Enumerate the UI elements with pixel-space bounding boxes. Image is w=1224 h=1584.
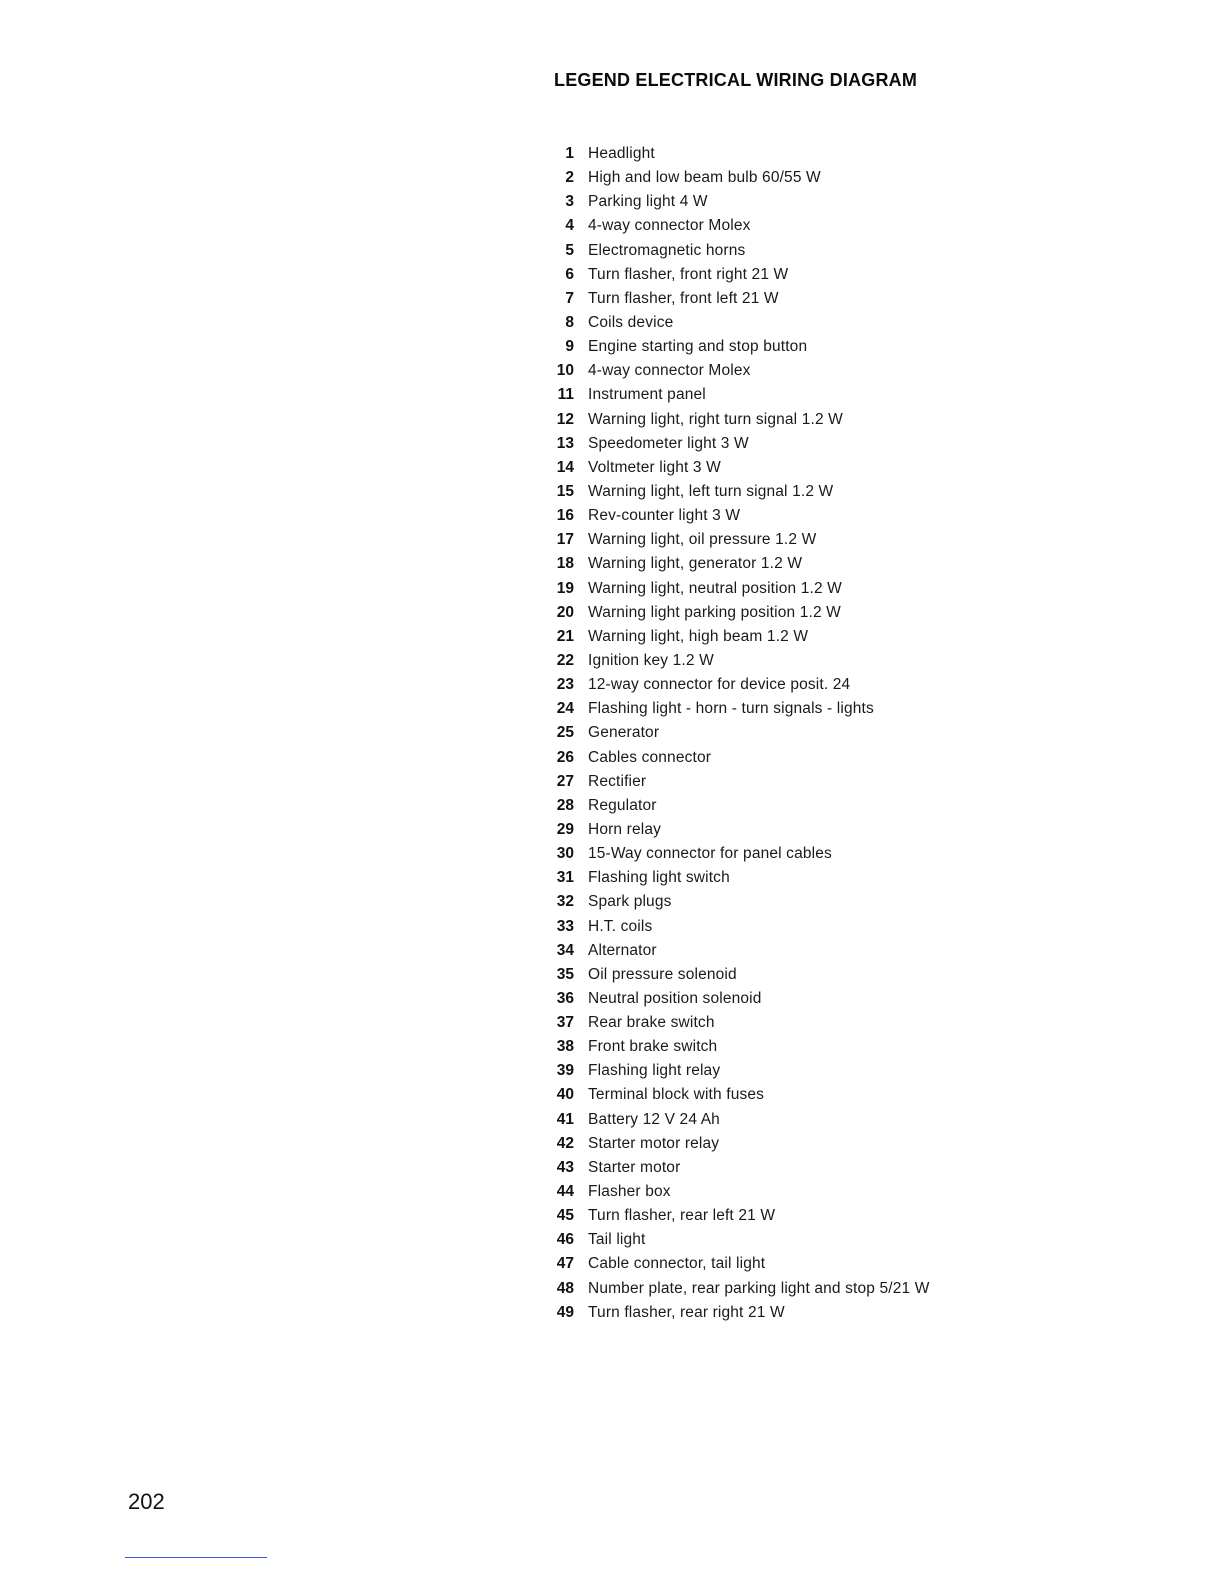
legend-item bbox=[548, 625, 1068, 649]
legend-item-number: 40 bbox=[556, 1086, 574, 1104]
legend-item bbox=[548, 528, 1068, 552]
legend-item-number: 32 bbox=[556, 893, 574, 911]
legend-item bbox=[548, 142, 1068, 166]
legend-item-label: 4-way connector Molex bbox=[588, 362, 751, 380]
legend-item-number: 2 bbox=[565, 169, 574, 187]
legend-item bbox=[548, 239, 1068, 263]
legend-item-label: Rectifier bbox=[588, 772, 647, 790]
legend-item-number: 7 bbox=[565, 289, 574, 307]
legend-item-number: 4 bbox=[565, 217, 574, 235]
legend-item bbox=[548, 1180, 1068, 1204]
legend-item bbox=[548, 214, 1068, 238]
legend-item-label: High and low beam bulb 60/55 W bbox=[588, 169, 821, 187]
legend-item-label: Front brake switch bbox=[588, 1038, 718, 1056]
legend-item-number: 43 bbox=[556, 1158, 574, 1176]
legend-item-label: Alternator bbox=[588, 941, 657, 959]
legend-item bbox=[548, 794, 1068, 818]
legend-item bbox=[548, 504, 1068, 528]
legend-item-label: Electromagnetic horns bbox=[588, 241, 746, 259]
legend-item-number: 1 bbox=[565, 145, 574, 162]
legend-item-number: 14 bbox=[556, 458, 574, 476]
legend-item bbox=[548, 987, 1068, 1011]
legend-item-label: Headlight bbox=[588, 145, 655, 162]
legend-item-number: 19 bbox=[556, 579, 574, 597]
legend-item bbox=[548, 480, 1068, 504]
legend-item bbox=[548, 649, 1068, 673]
legend-item-number: 10 bbox=[556, 362, 574, 380]
legend-item-label: Instrument panel bbox=[588, 386, 706, 404]
legend-item bbox=[548, 842, 1068, 866]
legend-item-label: Oil pressure solenoid bbox=[588, 965, 737, 983]
legend-item-number: 36 bbox=[556, 989, 574, 1007]
page-title: LEGEND ELECTRICAL WIRING DIAGRAM bbox=[554, 70, 918, 91]
legend-item bbox=[548, 673, 1068, 697]
legend-item-label: Number plate, rear parking light and stop 5/21 W bbox=[588, 1279, 930, 1297]
legend-item-label: Engine starting and stop button bbox=[588, 338, 808, 356]
legend-item bbox=[548, 1011, 1068, 1035]
legend-item-label: Warning light, left turn signal 1.2 W bbox=[588, 482, 834, 500]
legend-item-number: 24 bbox=[556, 700, 574, 718]
legend-item bbox=[548, 287, 1068, 311]
legend-item-label: Rev-counter light 3 W bbox=[588, 507, 741, 525]
legend-item-number: 37 bbox=[556, 1014, 574, 1032]
legend-item-number: 13 bbox=[556, 434, 574, 452]
legend-item bbox=[548, 1083, 1068, 1107]
legend-item bbox=[548, 939, 1068, 963]
legend-item-label: 12-way connector for device posit. 24 bbox=[588, 676, 851, 694]
legend-item-label: 15-Way connector for panel cables bbox=[588, 845, 832, 863]
legend-item bbox=[548, 818, 1068, 842]
legend-item-label: Spark plugs bbox=[588, 893, 672, 911]
legend-item-number: 11 bbox=[557, 386, 574, 404]
legend-item-label: Coils device bbox=[588, 313, 674, 331]
legend-item-label: Warning light, right turn signal 1.2 W bbox=[588, 410, 843, 428]
legend-item-number: 26 bbox=[556, 748, 574, 766]
legend-item bbox=[548, 456, 1068, 480]
legend-item bbox=[548, 746, 1068, 770]
legend-item bbox=[548, 166, 1068, 190]
legend-item-label: Generator bbox=[588, 724, 660, 742]
legend-item bbox=[548, 1156, 1068, 1180]
page-number: 202 bbox=[128, 1489, 165, 1514]
legend-item bbox=[548, 1252, 1068, 1276]
legend-item-label: Warning light, high beam 1.2 W bbox=[588, 627, 809, 645]
legend-item-label: Battery 12 V 24 Ah bbox=[588, 1110, 720, 1128]
legend-item-number: 25 bbox=[556, 724, 574, 742]
legend-item-number: 12 bbox=[556, 410, 574, 428]
legend-item-number: 30 bbox=[556, 845, 574, 863]
legend-item-label: Horn relay bbox=[588, 820, 661, 838]
legend-item-label: Cables connector bbox=[588, 748, 712, 766]
legend-item-label: Flasher box bbox=[588, 1183, 671, 1201]
legend-item-label: Warning light, generator 1.2 W bbox=[588, 555, 803, 573]
legend-item bbox=[548, 721, 1068, 745]
legend-item-label: Cable connector, tail light bbox=[588, 1255, 766, 1273]
legend-item-label: Tail light bbox=[588, 1231, 646, 1249]
legend-item-number: 28 bbox=[556, 796, 574, 814]
legend-item-label: Parking light 4 W bbox=[588, 193, 708, 211]
legend-item bbox=[548, 1301, 1068, 1325]
legend-item-number: 44 bbox=[556, 1183, 574, 1201]
legend-item bbox=[548, 311, 1068, 335]
legend-item bbox=[548, 1035, 1068, 1059]
legend-item-label: Speedometer light 3 W bbox=[588, 434, 749, 452]
legend-item-label: 4-way connector Molex bbox=[588, 217, 751, 235]
legend-item-number: 6 bbox=[565, 265, 574, 283]
legend-item bbox=[548, 866, 1068, 890]
legend-item-number: 42 bbox=[556, 1134, 574, 1152]
legend-item-label: Flashing light switch bbox=[588, 869, 730, 887]
legend-item bbox=[548, 601, 1068, 625]
legend-item-label: Rear brake switch bbox=[588, 1014, 715, 1032]
legend-item bbox=[548, 432, 1068, 456]
legend-item-label: Starter motor relay bbox=[588, 1134, 720, 1152]
legend-item-number: 22 bbox=[556, 651, 574, 669]
legend-item bbox=[548, 408, 1068, 432]
legend-item bbox=[548, 383, 1068, 407]
legend-item-label: Turn flasher, rear left 21 W bbox=[588, 1207, 776, 1225]
legend-item-label: Warning light, neutral position 1.2 W bbox=[588, 579, 842, 597]
legend-item bbox=[548, 359, 1068, 383]
legend-item-number: 5 bbox=[565, 241, 574, 259]
legend-item-label: Regulator bbox=[588, 796, 657, 814]
legend-item-number: 48 bbox=[556, 1279, 574, 1297]
legend-item-number: 8 bbox=[565, 313, 574, 331]
legend-item-number: 23 bbox=[556, 676, 574, 694]
legend-item-number: 35 bbox=[556, 965, 574, 983]
legend-item bbox=[548, 190, 1068, 214]
legend-item-number: 41 bbox=[556, 1110, 574, 1128]
legend-item bbox=[548, 577, 1068, 601]
legend-item-label: Flashing light relay bbox=[588, 1062, 721, 1080]
legend-item-label: Flashing light - horn - turn signals - lights bbox=[588, 700, 874, 718]
legend-item-number: 15 bbox=[556, 482, 574, 500]
legend-item bbox=[548, 552, 1068, 576]
legend-item bbox=[548, 915, 1068, 939]
legend-item bbox=[548, 1204, 1068, 1228]
legend-item bbox=[548, 1228, 1068, 1252]
legend-item-number: 33 bbox=[556, 917, 574, 935]
legend-item-label: Turn flasher, front right 21 W bbox=[588, 265, 789, 283]
legend-item-number: 18 bbox=[556, 555, 574, 573]
legend-item-label: Warning light parking position 1.2 W bbox=[588, 603, 841, 621]
legend-item-number: 29 bbox=[556, 820, 574, 838]
legend-item bbox=[548, 1059, 1068, 1083]
legend-item-number: 45 bbox=[556, 1207, 574, 1225]
legend-item-label: Warning light, oil pressure 1.2 W bbox=[588, 531, 817, 549]
legend-item-number: 47 bbox=[556, 1255, 574, 1273]
legend-item bbox=[548, 263, 1068, 287]
legend-item-number: 21 bbox=[556, 627, 574, 645]
legend-item-number: 3 bbox=[565, 193, 574, 211]
legend-item-number: 20 bbox=[556, 603, 574, 621]
legend-item-label: Ignition key 1.2 W bbox=[588, 651, 714, 669]
legend-item-number: 46 bbox=[556, 1231, 574, 1249]
legend-item-label: Voltmeter light 3 W bbox=[588, 458, 721, 476]
legend-item-label: Starter motor bbox=[588, 1158, 681, 1176]
legend-item-number: 17 bbox=[556, 531, 574, 549]
footer-rule bbox=[125, 1557, 267, 1558]
legend-item-number: 34 bbox=[556, 941, 574, 959]
legend-item bbox=[548, 335, 1068, 359]
legend-item bbox=[548, 1108, 1068, 1132]
legend-item-label: Turn flasher, rear right 21 W bbox=[588, 1303, 785, 1321]
legend-item-number: 38 bbox=[556, 1038, 574, 1056]
legend-item bbox=[548, 890, 1068, 914]
legend-item-label: Neutral position solenoid bbox=[588, 989, 762, 1007]
legend-item-number: 31 bbox=[556, 869, 574, 887]
legend-item bbox=[548, 697, 1068, 721]
legend-item-number: 49 bbox=[556, 1303, 574, 1321]
legend-item-label: Terminal block with fuses bbox=[588, 1086, 765, 1104]
legend-item-number: 27 bbox=[556, 772, 574, 790]
legend-item-number: 16 bbox=[556, 507, 574, 525]
legend-item bbox=[548, 1277, 1068, 1301]
legend-item-number: 39 bbox=[556, 1062, 574, 1080]
legend-item bbox=[548, 770, 1068, 794]
legend-list bbox=[548, 142, 1068, 1325]
legend-item-label: H.T. coils bbox=[588, 917, 653, 935]
legend-item-number: 9 bbox=[565, 338, 574, 356]
legend-item-label: Turn flasher, front left 21 W bbox=[588, 289, 779, 307]
legend-item bbox=[548, 1132, 1068, 1156]
legend-item bbox=[548, 963, 1068, 987]
